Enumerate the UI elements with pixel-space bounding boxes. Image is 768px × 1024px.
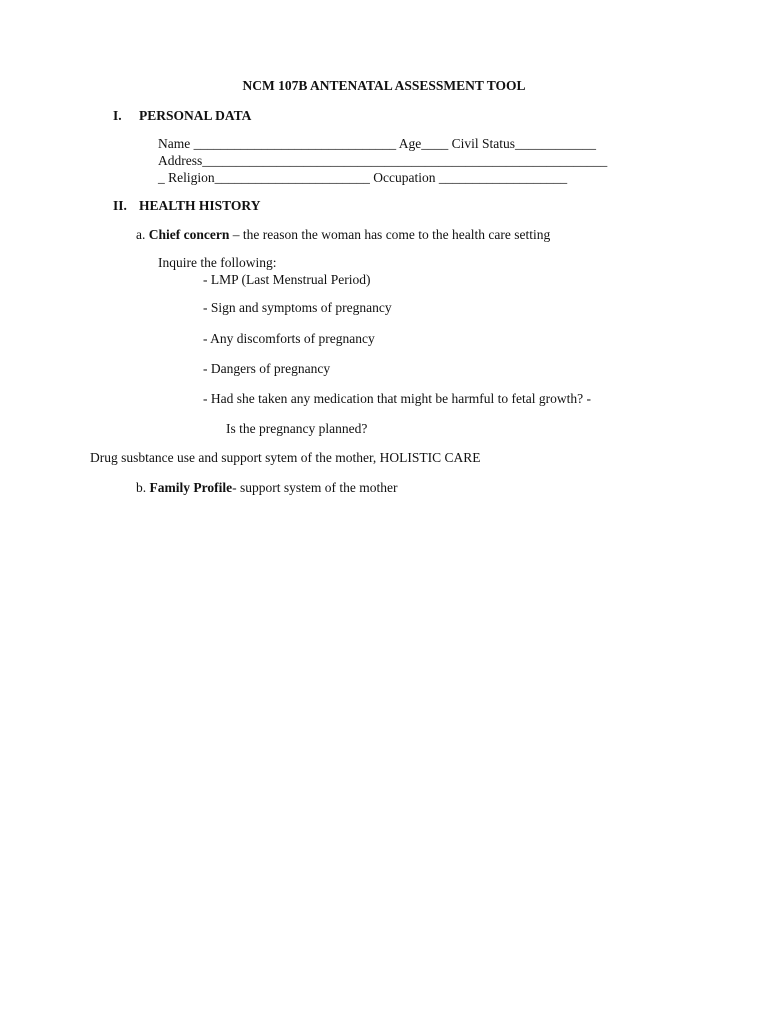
inquiry-dangers: - Dangers of pregnancy <box>203 361 331 376</box>
item-a-label: a. <box>136 227 146 242</box>
name-age-civil-status-field[interactable]: Name ______________________________ Age____ Civil Status____________ <box>158 136 596 151</box>
item-b-label: b. <box>136 480 147 495</box>
inquiry-signs-symptoms: - Sign and symptoms of pregnancy <box>203 300 392 315</box>
chief-concern-term: Chief concern <box>148 227 230 242</box>
inquiry-lmp: - LMP (Last Menstrual Period) <box>203 272 371 287</box>
section-2-number: II. <box>113 198 127 213</box>
address-field[interactable]: Address____________________________________________________________ <box>158 153 608 168</box>
inquire-label: Inquire the following: <box>158 255 277 270</box>
section-1-number: I. <box>113 108 122 123</box>
drug-substance-note: Drug susbtance use and support sytem of the mother, HOLISTIC CARE <box>90 450 481 465</box>
inquiry-discomforts: - Any discomforts of pregnancy <box>203 331 375 346</box>
family-profile-item <box>136 480 397 496</box>
family-profile-term: Family Profile <box>149 480 233 495</box>
religion-occupation-field[interactable]: _ Religion_______________________ Occupation ___________________ <box>158 170 568 185</box>
chief-concern-item <box>136 227 550 243</box>
inquiry-medication: - Had she taken any medication that might be harmful to fetal growth? - <box>203 391 591 406</box>
section-1-heading: PERSONAL DATA <box>139 108 252 123</box>
chief-concern-text: – the reason the woman has come to the health care setting <box>229 227 551 242</box>
family-profile-text: - support system of the mother <box>232 480 398 495</box>
inquiry-pregnancy-planned: Is the pregnancy planned? <box>226 421 368 436</box>
document-title: NCM 107B ANTENATAL ASSESSMENT TOOL <box>242 78 526 93</box>
section-2-heading: HEALTH HISTORY <box>139 198 261 213</box>
